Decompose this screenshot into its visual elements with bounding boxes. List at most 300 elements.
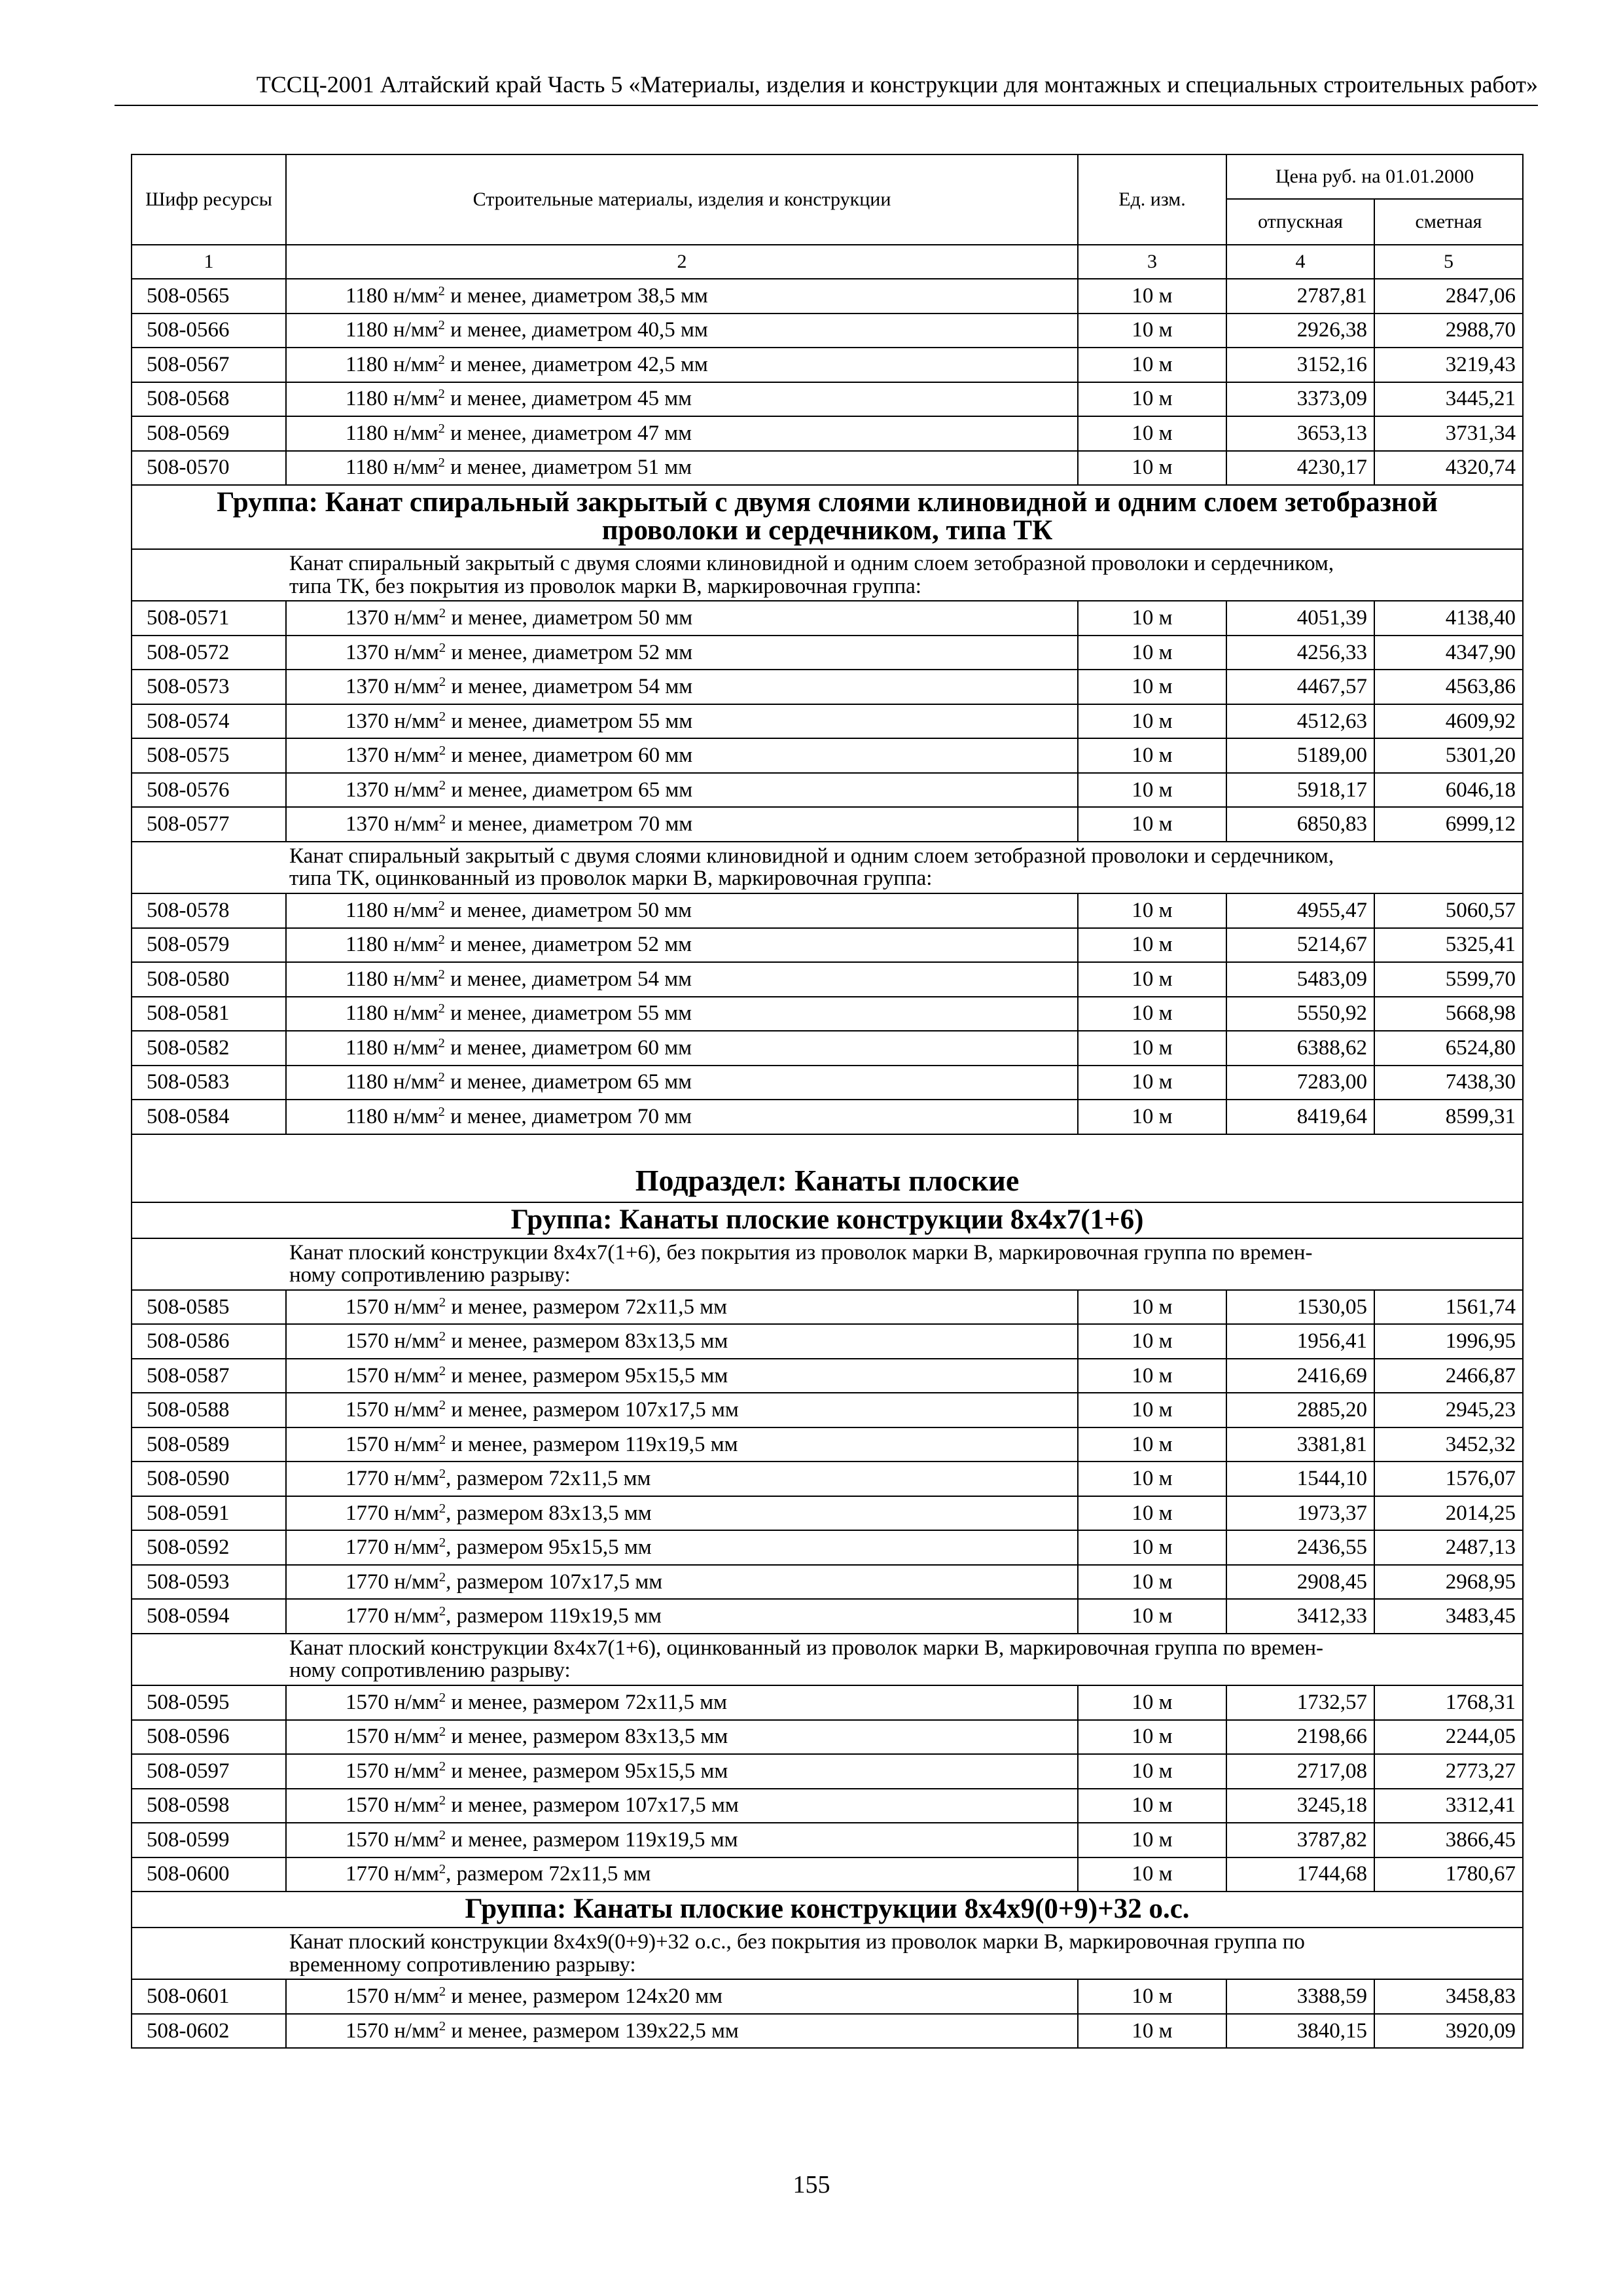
price-release: 4512,63 xyxy=(1226,704,1374,739)
table-row xyxy=(132,279,1523,314)
material-spec: и менее, диаметром 47 мм xyxy=(444,421,692,445)
price-estimate: 1780,67 xyxy=(1374,1857,1523,1892)
column-number: 1 xyxy=(132,245,286,279)
header-name xyxy=(286,154,1078,245)
unit-of-measure: 10 м xyxy=(1078,1754,1226,1789)
price-estimate: 5668,98 xyxy=(1374,997,1523,1031)
price-estimate: 5599,70 xyxy=(1374,962,1523,997)
price-estimate: 2968,95 xyxy=(1374,1565,1523,1600)
column-number: 2 xyxy=(286,245,1078,279)
unit-exponent: 2 xyxy=(438,1397,446,1412)
price-estimate: 4347,90 xyxy=(1374,636,1523,670)
group-description xyxy=(132,1928,1523,1979)
material-name xyxy=(286,1754,1078,1789)
resource-code: 508-0579 xyxy=(132,928,286,963)
resource-code: 508-0592 xyxy=(132,1530,286,1565)
material-name xyxy=(286,382,1078,417)
price-release: 2436,55 xyxy=(1226,1530,1374,1565)
strength-value: 1370 xyxy=(346,744,389,768)
column-number: 5 xyxy=(1374,245,1523,279)
unit-of-measure: 10 м xyxy=(1078,1979,1226,2014)
unit-of-measure: 10 м xyxy=(1078,1324,1226,1359)
material-spec: и менее, размером 72х11,5 мм xyxy=(446,1295,728,1319)
unit-exponent: 2 xyxy=(438,421,445,436)
unit-exponent: 2 xyxy=(438,283,445,298)
price-estimate: 4138,40 xyxy=(1374,601,1523,636)
strength-value: 1770 xyxy=(346,1501,389,1525)
resource-code: 508-0585 xyxy=(132,1290,286,1325)
price-release: 3152,16 xyxy=(1226,348,1374,382)
material-spec: , размером 72х11,5 мм xyxy=(446,1862,651,1886)
material-name xyxy=(286,1496,1078,1531)
header-price-release: отпускная xyxy=(1226,199,1374,245)
strength-value: 1180 xyxy=(346,456,388,480)
unit-exponent: 2 xyxy=(438,1104,445,1119)
material-spec: и менее, размером 139х22,5 мм xyxy=(446,2018,739,2043)
unit-of-measure: 10 м xyxy=(1078,1685,1226,1720)
material-spec: и менее, диаметром 50 мм xyxy=(446,606,693,630)
material-spec: и менее, диаметром 70 мм xyxy=(446,812,693,836)
resource-code: 508-0582 xyxy=(132,1031,286,1066)
unit-exponent: 2 xyxy=(438,1295,446,1310)
strength-unit: н/мм xyxy=(393,283,438,308)
price-estimate: 3483,45 xyxy=(1374,1599,1523,1634)
unit-of-measure: 10 м xyxy=(1078,1393,1226,1427)
description-line: Канат плоский конструкции 8х4х7(1+6), оцинкованный из проволок марки В, маркировочная группа по времен- xyxy=(289,1636,1323,1660)
unit-of-measure: 10 м xyxy=(1078,1100,1226,1134)
strength-value: 1570 xyxy=(346,1759,389,1783)
material-spec: и менее, размером 95х15,5 мм xyxy=(446,1363,728,1388)
resource-code: 508-0574 xyxy=(132,704,286,739)
material-spec: и менее, диаметром 65 мм xyxy=(446,778,693,802)
unit-of-measure: 10 м xyxy=(1078,348,1226,382)
unit-exponent: 2 xyxy=(438,967,445,982)
material-name xyxy=(286,807,1078,842)
material-name xyxy=(286,1359,1078,1393)
price-estimate: 1768,31 xyxy=(1374,1685,1523,1720)
strength-unit: н/мм xyxy=(394,1862,439,1886)
header-code xyxy=(132,154,286,245)
material-spec: и менее, диаметром 55 мм xyxy=(446,709,693,733)
header-name-label: Строительные материалы, изделия и конструкции xyxy=(473,188,891,211)
strength-unit: н/мм xyxy=(393,1001,438,1026)
table-row xyxy=(132,997,1523,1031)
unit-exponent: 2 xyxy=(438,778,446,793)
material-spec: и менее, диаметром 52 мм xyxy=(446,640,693,664)
price-release: 6388,62 xyxy=(1226,1031,1374,1066)
strength-value: 1370 xyxy=(346,778,389,802)
material-name xyxy=(286,962,1078,997)
material-spec: и менее, размером 83х13,5 мм xyxy=(446,1329,728,1354)
strength-unit: н/мм xyxy=(394,1535,439,1560)
price-release: 3245,18 xyxy=(1226,1789,1374,1823)
group-heading-line: проволоки и сердечником, типа ТК xyxy=(601,515,1053,546)
resource-code: 508-0596 xyxy=(132,1720,286,1755)
table-row xyxy=(132,738,1523,773)
group-heading-line: Группа: Канаты плоские конструкции 8х4х9(0+9)+32 о.с. xyxy=(465,1893,1190,1925)
resource-code: 508-0571 xyxy=(132,601,286,636)
material-name xyxy=(286,1823,1078,1857)
price-release: 5918,17 xyxy=(1226,773,1374,808)
price-estimate: 3866,45 xyxy=(1374,1823,1523,1857)
unit-of-measure: 10 м xyxy=(1078,1565,1226,1600)
strength-value: 1570 xyxy=(346,1984,389,2009)
strength-unit: н/мм xyxy=(393,352,438,376)
table-row xyxy=(132,928,1523,963)
material-spec: и менее, диаметром 60 мм xyxy=(446,744,693,768)
strength-value: 1180 xyxy=(346,283,388,308)
resource-code: 508-0598 xyxy=(132,1789,286,1823)
resource-code: 508-0600 xyxy=(132,1857,286,1892)
price-release: 1544,10 xyxy=(1226,1462,1374,1496)
table-body xyxy=(132,279,1523,2048)
strength-unit: н/мм xyxy=(394,1570,439,1594)
strength-unit: н/мм xyxy=(394,1759,439,1783)
material-spec: и менее, диаметром 45 мм xyxy=(444,387,692,411)
price-estimate: 2988,70 xyxy=(1374,314,1523,348)
table-row xyxy=(132,962,1523,997)
subsection-heading-row xyxy=(132,1134,1523,1202)
group-heading-row xyxy=(132,1892,1523,1928)
price-estimate: 2847,06 xyxy=(1374,279,1523,314)
unit-of-measure: 10 м xyxy=(1078,962,1226,997)
resource-code: 508-0591 xyxy=(132,1496,286,1531)
table-row xyxy=(132,348,1523,382)
strength-value: 1180 xyxy=(346,387,388,411)
price-release: 4051,39 xyxy=(1226,601,1374,636)
description-line: временному сопротивлению разрыву: xyxy=(289,1952,636,1977)
material-spec: и менее, размером 107х17,5 мм xyxy=(446,1398,739,1422)
resource-code: 508-0590 xyxy=(132,1462,286,1496)
material-name xyxy=(286,1685,1078,1720)
material-spec: , размером 107х17,5 мм xyxy=(446,1570,663,1594)
strength-unit: н/мм xyxy=(393,898,438,922)
strength-unit: н/мм xyxy=(394,1398,439,1422)
strength-value: 1180 xyxy=(346,967,388,991)
strength-value: 1570 xyxy=(346,1725,389,1749)
unit-exponent: 2 xyxy=(438,2018,446,2034)
description-line: типа ТК, без покрытия из проволок марки В, маркировочная группа: xyxy=(289,574,921,598)
description-row xyxy=(132,1634,1523,1685)
material-name xyxy=(286,2014,1078,2049)
table-row xyxy=(132,1462,1523,1496)
table-row xyxy=(132,893,1523,928)
strength-unit: н/мм xyxy=(394,812,439,836)
price-release: 2416,69 xyxy=(1226,1359,1374,1393)
table-row xyxy=(132,314,1523,348)
resource-code: 508-0599 xyxy=(132,1823,286,1857)
price-release: 1732,57 xyxy=(1226,1685,1374,1720)
unit-exponent: 2 xyxy=(438,1035,445,1050)
unit-of-measure: 10 м xyxy=(1078,1530,1226,1565)
material-name xyxy=(286,1393,1078,1427)
price-estimate: 6999,12 xyxy=(1374,807,1523,842)
group-heading-row xyxy=(132,1202,1523,1238)
unit-exponent: 2 xyxy=(438,605,446,620)
strength-value: 1180 xyxy=(346,352,388,376)
strength-value: 1180 xyxy=(346,1001,388,1026)
material-spec: и менее, диаметром 38,5 мм xyxy=(444,283,708,308)
material-name xyxy=(286,1324,1078,1359)
material-name xyxy=(286,670,1078,704)
table-row xyxy=(132,1754,1523,1789)
table-row xyxy=(132,670,1523,704)
unit-of-measure: 10 м xyxy=(1078,1599,1226,1634)
unit-of-measure: 10 м xyxy=(1078,451,1226,486)
price-release: 5214,67 xyxy=(1226,928,1374,963)
unit-exponent: 2 xyxy=(438,352,445,367)
unit-of-measure: 10 м xyxy=(1078,314,1226,348)
material-name xyxy=(286,451,1078,486)
price-release: 3840,15 xyxy=(1226,2014,1374,2049)
strength-value: 1370 xyxy=(346,709,389,733)
unit-exponent: 2 xyxy=(438,1501,446,1516)
material-spec: и менее, размером 72х11,5 мм xyxy=(446,1690,728,1714)
strength-unit: н/мм xyxy=(393,1104,438,1128)
material-name xyxy=(286,636,1078,670)
unit-of-measure: 10 м xyxy=(1078,1823,1226,1857)
price-estimate: 2945,23 xyxy=(1374,1393,1523,1427)
table-row xyxy=(132,1979,1523,2014)
price-release: 3787,82 xyxy=(1226,1823,1374,1857)
unit-of-measure: 10 м xyxy=(1078,738,1226,773)
material-spec: и менее, диаметром 52 мм xyxy=(444,933,692,957)
strength-unit: н/мм xyxy=(393,421,438,445)
material-name xyxy=(286,997,1078,1031)
unit-exponent: 2 xyxy=(438,1984,446,1999)
price-estimate: 1561,74 xyxy=(1374,1290,1523,1325)
strength-value: 1370 xyxy=(346,606,389,630)
group-heading xyxy=(132,1892,1523,1928)
unit-exponent: 2 xyxy=(438,1759,446,1774)
material-spec: и менее, диаметром 60 мм xyxy=(444,1035,692,1060)
resource-code: 508-0573 xyxy=(132,670,286,704)
group-heading xyxy=(132,485,1523,549)
resource-code: 508-0578 xyxy=(132,893,286,928)
unit-exponent: 2 xyxy=(438,674,446,689)
group-heading-line: Группа: Канат спиральный закрытый с двумя слоями клиновидной и одним слоем зетобразной xyxy=(217,487,1438,518)
material-spec: и менее, диаметром 42,5 мм xyxy=(444,352,708,376)
price-release: 7283,00 xyxy=(1226,1066,1374,1100)
price-release: 1744,68 xyxy=(1226,1857,1374,1892)
unit-of-measure: 10 м xyxy=(1078,601,1226,636)
resource-code: 508-0567 xyxy=(132,348,286,382)
table-row xyxy=(132,1427,1523,1462)
price-estimate: 5060,57 xyxy=(1374,893,1523,928)
table-row xyxy=(132,773,1523,808)
resource-code: 508-0586 xyxy=(132,1324,286,1359)
price-release: 4955,47 xyxy=(1226,893,1374,928)
price-release: 1530,05 xyxy=(1226,1290,1374,1325)
price-estimate: 2014,25 xyxy=(1374,1496,1523,1531)
material-spec: и менее, размером 119х19,5 мм xyxy=(446,1827,738,1852)
description-line: Канат спиральный закрытый с двумя слоями клиновидной и одним слоем зетобразной проволоки и сердечником, xyxy=(289,844,1334,868)
price-release: 2198,66 xyxy=(1226,1720,1374,1755)
strength-unit: н/мм xyxy=(394,1690,439,1714)
material-spec: , размером 72х11,5 мм xyxy=(446,1467,651,1491)
table-row xyxy=(132,1530,1523,1565)
strength-value: 1570 xyxy=(346,2018,389,2043)
table-row xyxy=(132,1857,1523,1892)
description-line: ному сопротивлению разрыву: xyxy=(289,1659,571,1683)
material-spec: и менее, размером 124х20 мм xyxy=(446,1984,722,2009)
material-name xyxy=(286,1031,1078,1066)
unit-of-measure: 10 м xyxy=(1078,1462,1226,1496)
description-line: типа ТК, оцинкованный из проволок марки В, маркировочная группа: xyxy=(289,867,933,891)
description-line: Канат спиральный закрытый с двумя слоями клиновидной и одним слоем зетобразной проволоки и сердечником, xyxy=(289,552,1334,575)
price-estimate: 3920,09 xyxy=(1374,2014,1523,2049)
strength-unit: н/мм xyxy=(394,1725,439,1749)
unit-of-measure: 10 м xyxy=(1078,1427,1226,1462)
group-description xyxy=(132,842,1523,893)
price-estimate: 4609,92 xyxy=(1374,704,1523,739)
material-name xyxy=(286,1720,1078,1755)
price-estimate: 7438,30 xyxy=(1374,1066,1523,1100)
strength-value: 1570 xyxy=(346,1295,389,1319)
strength-unit: н/мм xyxy=(394,709,439,733)
unit-exponent: 2 xyxy=(438,1466,446,1481)
unit-exponent: 2 xyxy=(438,640,446,655)
table-row xyxy=(132,1393,1523,1427)
subsection-heading: Подраздел: Канаты плоские xyxy=(132,1134,1523,1202)
strength-value: 1180 xyxy=(346,933,388,957)
table-row xyxy=(132,1599,1523,1634)
strength-value: 1180 xyxy=(346,1104,388,1128)
material-name xyxy=(286,1427,1078,1462)
price-release: 3653,13 xyxy=(1226,416,1374,451)
strength-value: 1770 xyxy=(346,1570,389,1594)
price-release: 8419,64 xyxy=(1226,1100,1374,1134)
column-number: 3 xyxy=(1078,245,1226,279)
material-name xyxy=(286,1979,1078,2014)
resource-code: 508-0587 xyxy=(132,1359,286,1393)
price-estimate: 3312,41 xyxy=(1374,1789,1523,1823)
material-name xyxy=(286,1789,1078,1823)
strength-value: 1570 xyxy=(346,1690,389,1714)
unit-exponent: 2 xyxy=(438,709,446,724)
price-release: 3388,59 xyxy=(1226,1979,1374,2014)
material-name xyxy=(286,416,1078,451)
resource-code: 508-0570 xyxy=(132,451,286,486)
table-row xyxy=(132,1100,1523,1134)
unit-of-measure: 10 м xyxy=(1078,773,1226,808)
running-header: ТССЦ-2001 Алтайский край Часть 5 «Материалы, изделия и конструкции для монтажных и специальных строительных работ» xyxy=(256,71,1538,98)
material-spec: , размером 95х15,5 мм xyxy=(446,1535,652,1560)
header-price-estimate: сметная xyxy=(1374,199,1523,245)
header-rule xyxy=(115,105,1538,106)
table-row xyxy=(132,1720,1523,1755)
price-estimate: 2487,13 xyxy=(1374,1530,1523,1565)
strength-value: 1180 xyxy=(346,1070,388,1094)
unit-of-measure: 10 м xyxy=(1078,1496,1226,1531)
strength-value: 1770 xyxy=(346,1535,389,1560)
strength-unit: н/мм xyxy=(394,1363,439,1388)
table-row xyxy=(132,1290,1523,1325)
unit-exponent: 2 xyxy=(438,1604,446,1619)
resource-code: 508-0568 xyxy=(132,382,286,417)
material-name xyxy=(286,314,1078,348)
material-name xyxy=(286,1462,1078,1496)
price-estimate: 6524,80 xyxy=(1374,1031,1523,1066)
group-heading xyxy=(132,1202,1523,1238)
strength-unit: н/мм xyxy=(394,744,439,768)
price-release: 1973,37 xyxy=(1226,1496,1374,1531)
unit-of-measure: 10 м xyxy=(1078,807,1226,842)
strength-unit: н/мм xyxy=(393,456,438,480)
material-name xyxy=(286,348,1078,382)
price-release: 2908,45 xyxy=(1226,1565,1374,1600)
table-row xyxy=(132,636,1523,670)
table-row xyxy=(132,451,1523,486)
strength-value: 1770 xyxy=(346,1467,389,1491)
material-spec: и менее, диаметром 54 мм xyxy=(444,967,692,991)
strength-value: 1570 xyxy=(346,1432,389,1456)
material-spec: , размером 119х19,5 мм xyxy=(446,1604,662,1628)
price-release: 2926,38 xyxy=(1226,314,1374,348)
strength-value: 1370 xyxy=(346,675,389,699)
description-row xyxy=(132,1238,1523,1290)
resource-code: 508-0594 xyxy=(132,1599,286,1634)
material-name xyxy=(286,1857,1078,1892)
strength-unit: н/мм xyxy=(393,933,438,957)
strength-unit: н/мм xyxy=(394,675,439,699)
material-name xyxy=(286,601,1078,636)
strength-unit: н/мм xyxy=(394,606,439,630)
table-row xyxy=(132,1496,1523,1531)
strength-value: 1570 xyxy=(346,1363,389,1388)
price-release: 6850,83 xyxy=(1226,807,1374,842)
price-release: 4256,33 xyxy=(1226,636,1374,670)
resource-code: 508-0583 xyxy=(132,1066,286,1100)
table-row xyxy=(132,1359,1523,1393)
description-line: ному сопротивлению разрыву: xyxy=(289,1263,571,1287)
price-release: 2885,20 xyxy=(1226,1393,1374,1427)
resource-code: 508-0588 xyxy=(132,1393,286,1427)
price-release: 5550,92 xyxy=(1226,997,1374,1031)
strength-value: 1180 xyxy=(346,898,388,922)
table-row xyxy=(132,1789,1523,1823)
material-name xyxy=(286,1066,1078,1100)
resource-code: 508-0602 xyxy=(132,2014,286,2049)
table-row xyxy=(132,1066,1523,1100)
unit-of-measure: 10 м xyxy=(1078,670,1226,704)
table-header xyxy=(132,154,1523,279)
price-estimate: 8599,31 xyxy=(1374,1100,1523,1134)
strength-unit: н/мм xyxy=(394,640,439,664)
resource-code: 508-0576 xyxy=(132,773,286,808)
price-estimate: 3452,32 xyxy=(1374,1427,1523,1462)
strength-unit: н/мм xyxy=(394,778,439,802)
price-release: 5189,00 xyxy=(1226,738,1374,773)
strength-unit: н/мм xyxy=(394,1432,439,1456)
material-spec: и менее, размером 107х17,5 мм xyxy=(446,1793,739,1818)
material-name xyxy=(286,1599,1078,1634)
price-release: 1956,41 xyxy=(1226,1324,1374,1359)
material-spec: и менее, диаметром 54 мм xyxy=(446,675,693,699)
table-row xyxy=(132,2014,1523,2049)
price-estimate: 3458,83 xyxy=(1374,1979,1523,2014)
price-release: 5483,09 xyxy=(1226,962,1374,997)
strength-unit: н/мм xyxy=(394,1604,439,1628)
resource-code: 508-0589 xyxy=(132,1427,286,1462)
resource-code: 508-0580 xyxy=(132,962,286,997)
price-release: 3381,81 xyxy=(1226,1427,1374,1462)
strength-value: 1570 xyxy=(346,1793,389,1818)
price-estimate: 2773,27 xyxy=(1374,1754,1523,1789)
strength-value: 1570 xyxy=(346,1398,389,1422)
price-estimate: 5301,20 xyxy=(1374,738,1523,773)
strength-value: 1770 xyxy=(346,1862,389,1886)
